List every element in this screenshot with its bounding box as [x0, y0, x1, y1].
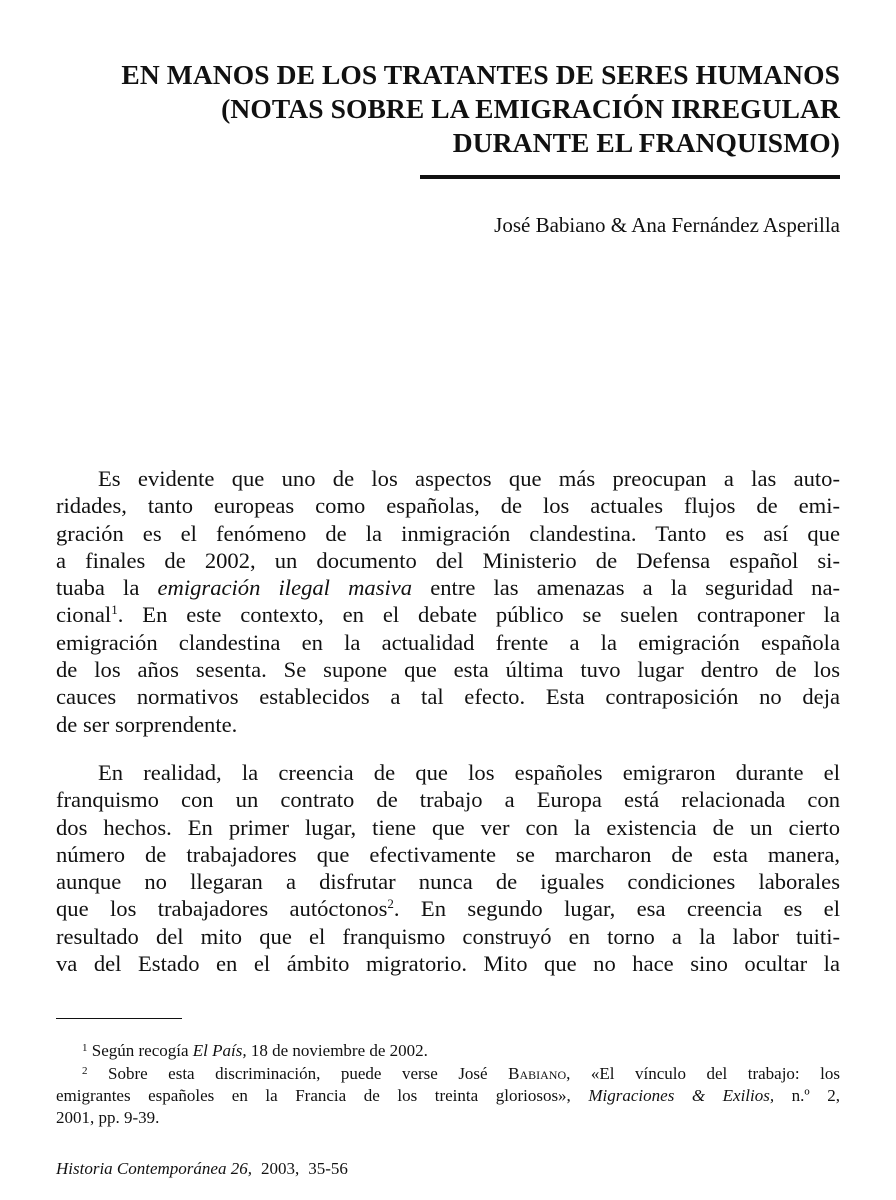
paragraph-2	[56, 759, 840, 977]
text-run: emigrantes españoles en la Francia de los treinta gloriosos»,	[56, 1086, 589, 1105]
text-run: 18 de noviembre de 2002.	[246, 1041, 428, 1060]
text-line: franquismo con un contrato de trabajo a Europa está relacionada con	[56, 787, 840, 813]
text-line: de ser sorprendente.	[56, 711, 238, 737]
text-line: aunque no llegaran a disfrutar nunca de iguales condiciones laborales	[56, 869, 840, 895]
title-line-3: DURANTE EL FRANQUISMO)	[452, 127, 840, 158]
footnote-line	[56, 1063, 840, 1085]
footnote-1	[56, 1040, 840, 1062]
text-run: n.º 2,	[774, 1086, 840, 1105]
text-line: gración es el fenómeno de la inmigración clandestina. Tanto es así que	[56, 520, 840, 546]
text-run: Sobre esta discriminación, puede verse José	[87, 1064, 509, 1083]
footnote-ref-2[interactable]: 2	[387, 896, 394, 912]
text-line: va del Estado en el ámbito migratorio. Mito que no hace sino ocultar la	[56, 951, 840, 977]
journal-pages: 35-56	[308, 1159, 348, 1178]
journal-year: 2003,	[260, 1159, 300, 1178]
article-title	[40, 58, 840, 160]
footnote-mark-1: 1	[82, 1042, 88, 1054]
title-line-1: EN MANOS DE LOS TRATANTES DE SERES HUMANOS	[121, 59, 840, 90]
text-line: emigración clandestina en la actualidad frente a la emigración española	[56, 629, 840, 655]
text-line: resultado del mito que el franquismo construyó en torno a la labor tuiti-	[56, 923, 840, 949]
author-small-caps: Babiano	[508, 1064, 567, 1083]
footnote-line	[56, 1040, 840, 1062]
text-run: entre las amenazas a la seguridad na-	[412, 575, 841, 601]
text-line: de los años sesenta. Se supone que esta última tuvo lugar dentro de los	[56, 657, 840, 683]
text-run: . En este contexto, en el debate público se suelen contraponer la	[117, 602, 840, 628]
text-line: En realidad, la creencia de que los españoles emigraron durante el	[98, 760, 840, 785]
text-line: ridades, tanto europeas como españolas, de los actuales flujos de emi-	[56, 493, 840, 519]
italic-phrase: Migraciones & Exilios,	[588, 1086, 775, 1105]
footnote-line	[56, 1085, 840, 1107]
footnote-2	[56, 1063, 840, 1129]
journal-footer	[56, 1158, 348, 1180]
text-line: Es evidente que uno de los aspectos que más preocupan a las auto-	[98, 466, 840, 491]
text-run: que los trabajadores autóctonos	[56, 896, 388, 922]
paragraph-1	[56, 465, 840, 738]
footnote-separator	[56, 1018, 182, 1019]
text-run: , «El vínculo del trabajo: los	[566, 1064, 840, 1083]
footnote-line: 2001, pp. 9-39.	[56, 1108, 160, 1127]
text-run: . En segundo lugar, esa creencia es el	[393, 896, 840, 922]
text-line: número de trabajadores que efectivamente se marcharon de esta manera,	[56, 841, 840, 867]
journal-name: Historia Contemporánea 26,	[56, 1159, 252, 1178]
text-run: cional	[56, 602, 112, 628]
footnote-mark-2: 2	[82, 1065, 88, 1077]
authors: José Babiano & Ana Fernández Asperilla	[494, 213, 840, 237]
text-run: Según recogía	[87, 1041, 193, 1060]
title-rule	[420, 175, 840, 179]
text-line	[56, 601, 840, 628]
text-line: cauces normativos establecidos a tal efecto. Esta contraposición no deja	[56, 684, 840, 710]
italic-phrase: emigración ilegal masiva	[157, 575, 413, 601]
text-line	[56, 574, 840, 601]
footnote-ref-1[interactable]: 1	[111, 602, 118, 618]
text-line	[56, 895, 840, 922]
text-run: tuaba la	[56, 575, 158, 601]
title-line-2: (NOTAS SOBRE LA EMIGRACIÓN IRREGULAR	[221, 93, 840, 124]
text-line: a finales de 2002, un documento del Ministerio de Defensa español si-	[56, 547, 840, 573]
italic-phrase: El País,	[192, 1041, 247, 1060]
text-line: dos hechos. En primer lugar, tiene que ver con la existencia de un cierto	[56, 814, 840, 840]
